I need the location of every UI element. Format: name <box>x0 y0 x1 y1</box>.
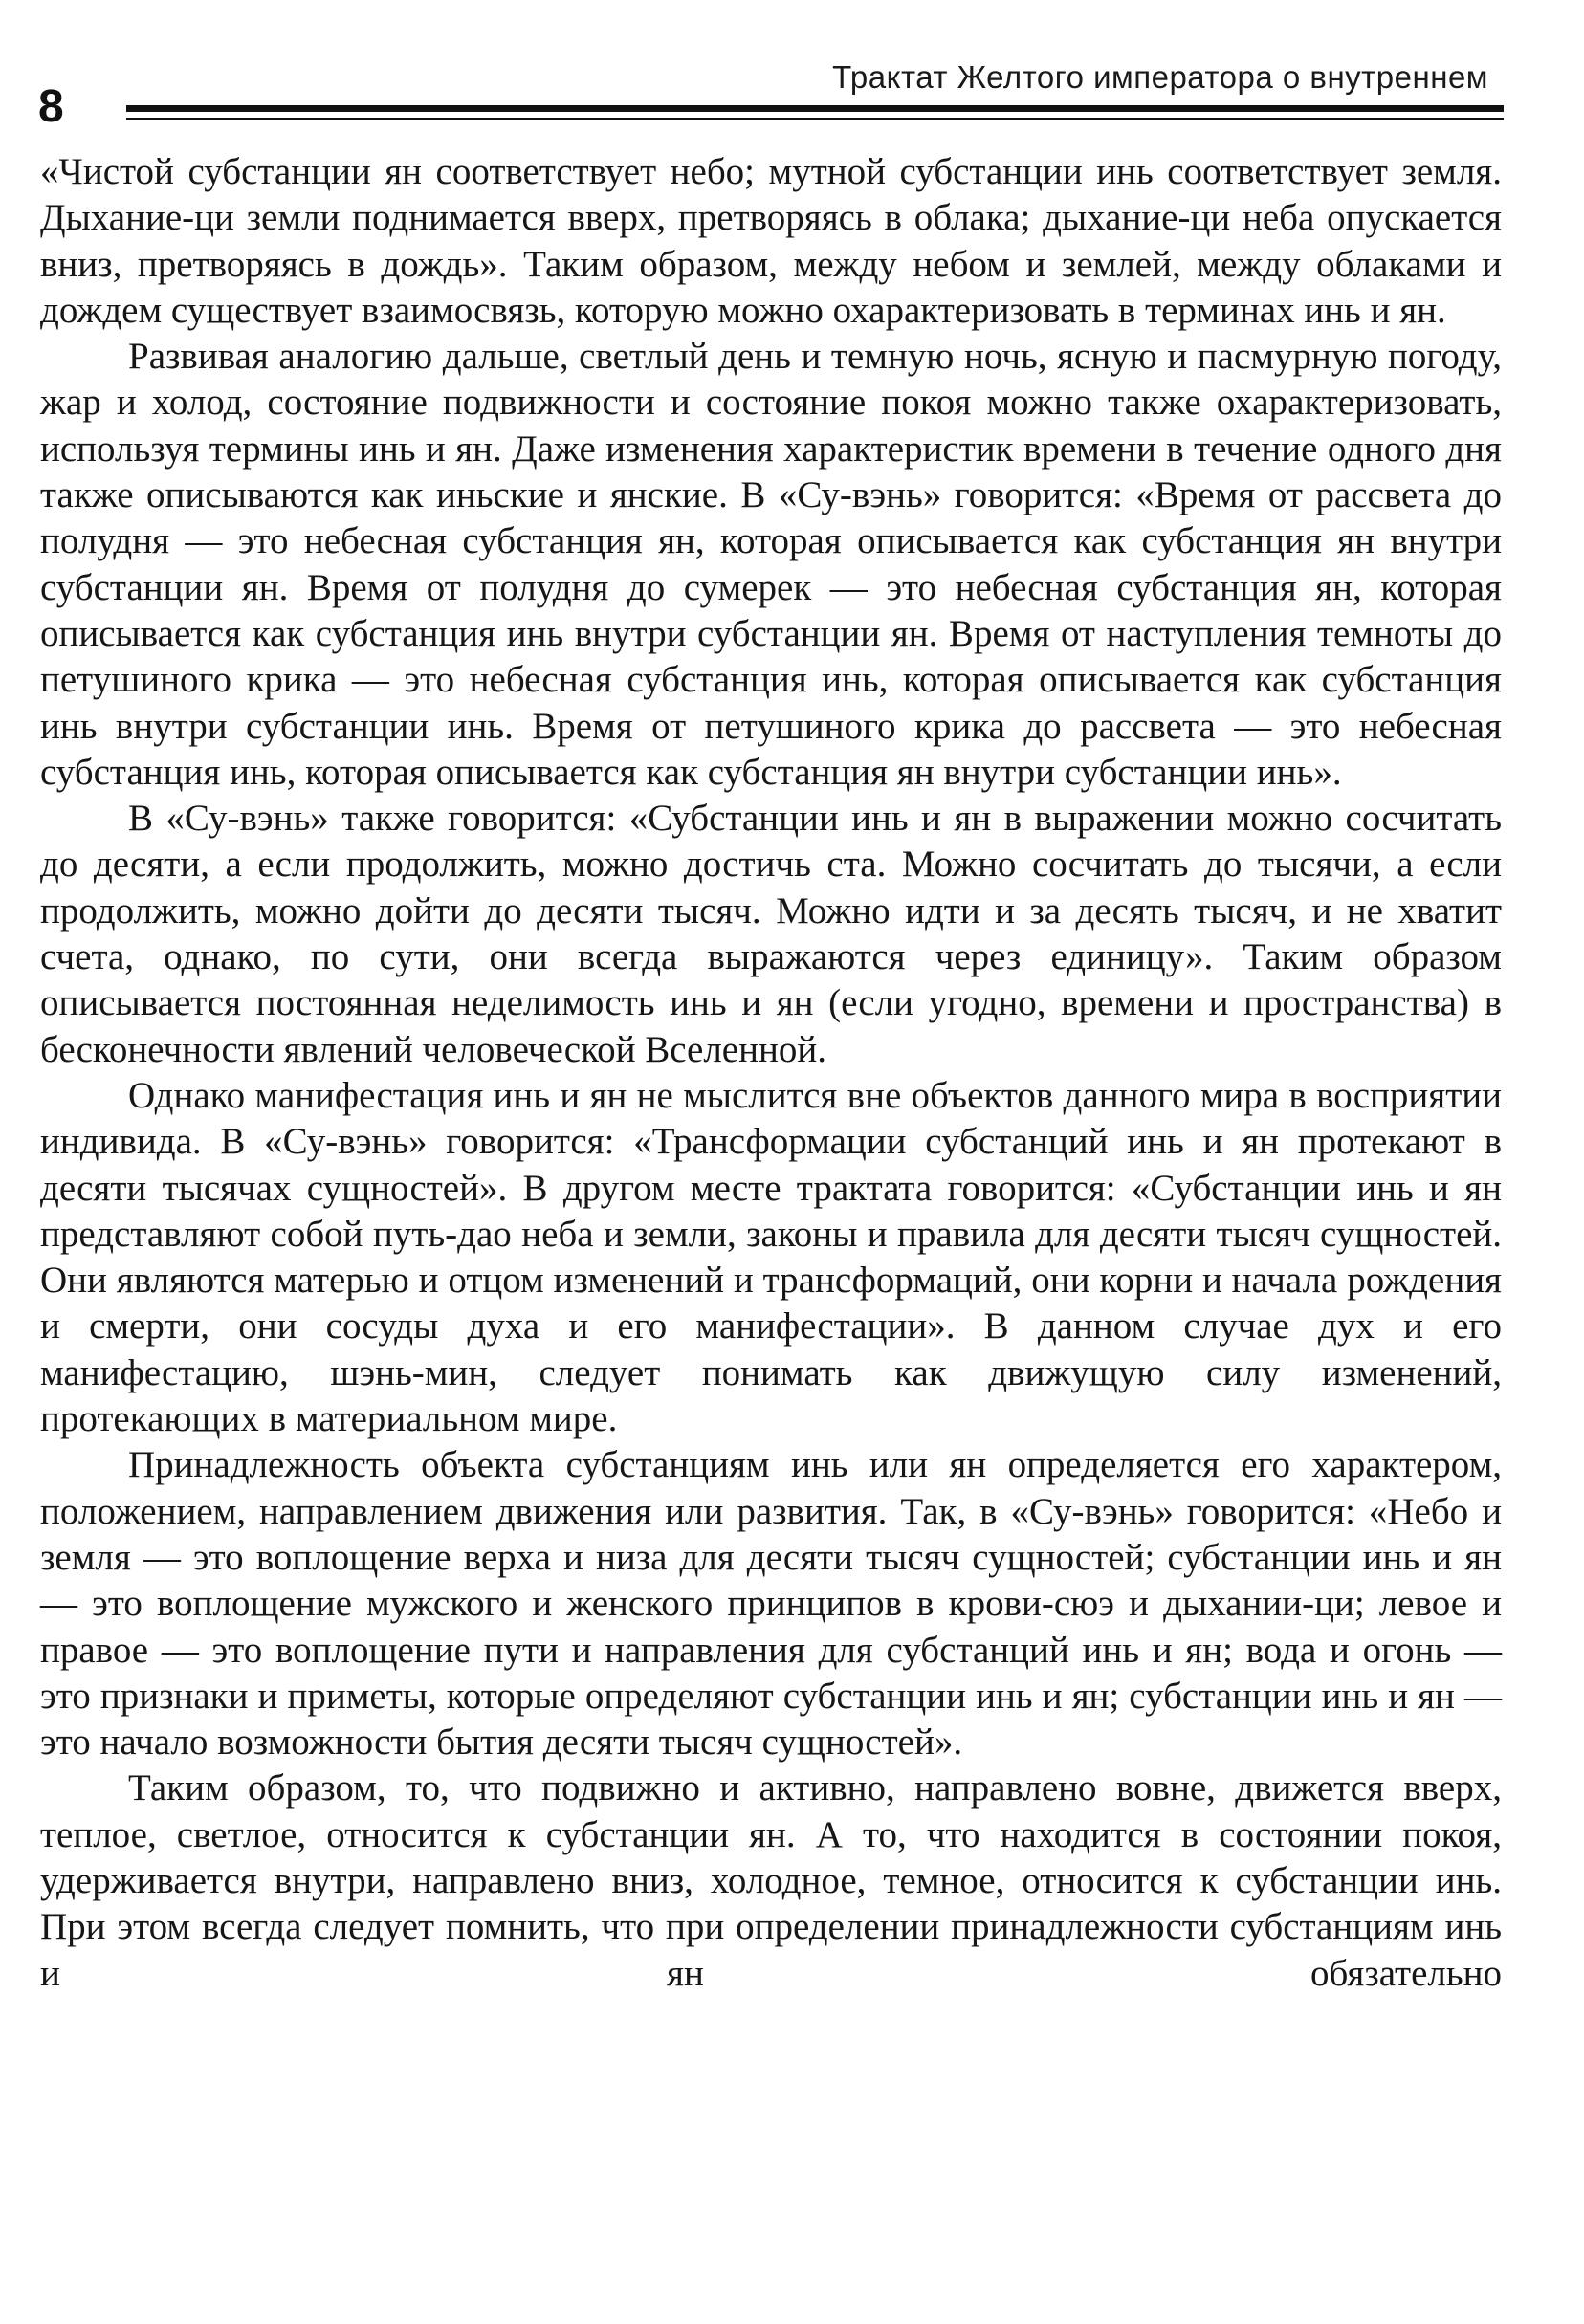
paragraph-4: Однако манифестация инь и ян не мыслится вне объектов данного мира в восприятии индивида. В «Су-вэнь» говорится: «Трансформации субстанций инь и ян протекают в десяти тысячах сущностей». В другом месте трактата говорится: «Субстанции инь и ян представляют собой путь-дао неба и земли, законы и правила для десяти тысяч сущностей. Они являются матерью и отцом изменений и трансформаций, они корни и начала рождения и смерти, они сосуды духа и его манифестации». В данном случае дух и его манифестацию, шэнь-мин, следует понимать как движущую силу изменений, протекающих в материальном мире. <box>40 1074 1502 1440</box>
page-number: 8 <box>38 81 64 132</box>
header-rule-thick <box>126 105 1504 112</box>
running-title: Трактат Желтого императора о внутреннем <box>832 59 1488 95</box>
running-head <box>0 0 1584 143</box>
paragraph-6: Таким образом, то, что подвижно и активно, направлено вовне, движется вверх, теплое, светлое, относится к субстанции ян. А то, что находится в состоянии покоя, удерживается внутри, направлено вниз, холодное, темное, относится к субстанции инь. При этом всегда следует помнить, что при определении принадлежности субстанциям инь и ян обязательно <box>40 1767 1502 1994</box>
header-rule-thin <box>126 118 1504 120</box>
paragraph-3: В «Су-вэнь» также говорится: «Субстанции инь и ян в выражении можно сосчитать до десяти, а если продолжить, можно достичь ста. Можно сосчитать до тысячи, а если продолжить, можно дойти до десяти тысяч. Можно идти и за десять тысяч, и не хватит счета, однако, по сути, они всегда выражаются через единицу». Таким образом описывается постоянная неделимость инь и ян (если угодно, времени и пространства) в бесконечности явлений человеческой Вселенной. <box>40 798 1502 1070</box>
body-text <box>40 149 1502 1997</box>
paragraph-1: «Чистой субстанции ян соответствует небо; мутной субстанции инь соответствует земля. Дыхание-ци земли поднимается вверх, претворяясь в облака; дыхание-ци неба опускается вниз, претворяясь в дождь». Таким образом, между небом и землей, между облаками и дождем существует взаимосвязь, которую можно охарактеризовать в терминах инь и ян. <box>40 151 1502 331</box>
paragraph-5: Принадлежность объекта субстанциям инь или ян определяется его характером, положением, направлением движения или развития. Так, в «Су-вэнь» говорится: «Небо и земля — это воплощение верха и низа для десяти тысяч сущностей; субстанции инь и ян — это воплощение мужского и женского принципов в крови-сюэ и дыхании-ци; левое и правое — это воплощение пути и направления для субстанций инь и ян; вода и огонь — это признаки и приметы, которые определяют субстанции инь и ян; субстанции инь и ян — это начало возможности бытия десяти тысяч сущностей». <box>40 1444 1502 1764</box>
paragraph-2: Развивая аналогию дальше, светлый день и темную ночь, ясную и пасмурную погоду, жар и холод, состояние подвижности и состояние покоя можно также охарактеризовать, используя термины инь и ян. Даже изменения характеристик времени в течение одного дня также описываются как иньские и янские. В «Су-вэнь» говорится: «Время от рассвета до полудня — это небесная субстанция ян, которая описывается как субстанция ян внутри субстанции ян. Время от полудня до сумерек — это небесная субстанция ян, которая описывается как субстанция инь внутри субстанции ян. Время от наступления темноты до петушиного крика — это небесная субстанция инь, которая описывается как субстанция инь внутри субстанции инь. Время от петушиного крика до рассвета — это небесная субстанция инь, которая описывается как субстанция ян внутри субстанции инь». <box>40 336 1502 793</box>
